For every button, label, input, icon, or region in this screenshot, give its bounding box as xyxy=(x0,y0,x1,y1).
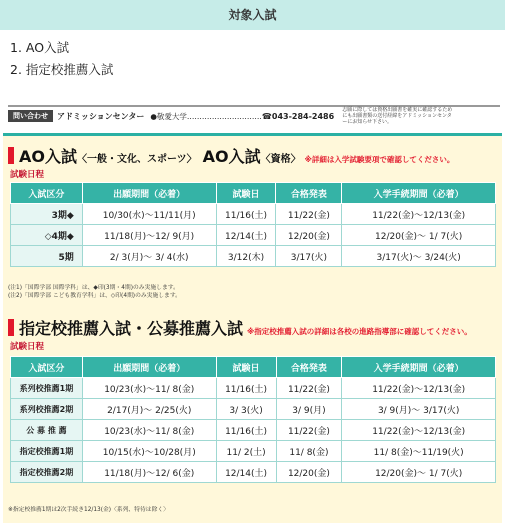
table-cell: 指定校推薦1期 xyxy=(11,441,83,462)
table-cell: 3/12(木) xyxy=(216,246,276,267)
table-cell: 12/20(金)〜 1/ 7(火) xyxy=(342,225,496,246)
recommendation-schedule-table xyxy=(10,356,496,483)
table-row xyxy=(11,204,496,225)
table-cell: 2/17(月)〜 2/25(火) xyxy=(82,399,216,420)
target-exam-item: 2. 指定校推薦入試 xyxy=(10,62,114,77)
table-row xyxy=(11,225,496,246)
table-row xyxy=(11,246,496,267)
table-cell: 10/30(水)〜11/11(月) xyxy=(82,204,216,225)
table-cell: 指定校推薦2期 xyxy=(11,462,83,483)
table-cell: 11/18(月)〜12/ 6(金) xyxy=(82,462,216,483)
contact-note: 志願に際しては資格出願書を確実に確認するためにも出願書類の送付経緯をアドミッションセンターにお知らせ下さい。 xyxy=(342,107,453,125)
table-cell: 12/14(土) xyxy=(216,462,276,483)
table-row xyxy=(11,378,496,399)
column-header: 試験日 xyxy=(216,357,276,378)
target-exam-item: 1. AO入試 xyxy=(10,40,70,55)
table-cell: 2/ 3(月)〜 3/ 4(水) xyxy=(82,246,216,267)
contact-bar xyxy=(8,105,500,125)
table-row xyxy=(11,441,496,462)
table-cell: 11/22(金) xyxy=(276,378,342,399)
table-cell: 系列校推薦1期 xyxy=(11,378,83,399)
column-header: 合格発表 xyxy=(276,183,342,204)
table-cell: 11/22(金)〜12/13(金) xyxy=(342,204,496,225)
recommendation-schedule-label: 試験日程 xyxy=(10,342,45,352)
table-cell: 11/ 8(金)〜11/19(火) xyxy=(342,441,496,462)
table-row xyxy=(11,420,496,441)
contact-badge: 問い合わせ xyxy=(8,110,53,122)
table-cell: 11/22(金) xyxy=(276,204,342,225)
table-cell: 3/17(火)〜 3/24(火) xyxy=(342,246,496,267)
table-cell: 3/ 3(火) xyxy=(216,399,276,420)
recommendation-notes xyxy=(8,506,169,514)
table-cell: 12/20(金) xyxy=(276,225,342,246)
column-header: 試験日 xyxy=(216,183,276,204)
ao-heading-paren-2: 〈資格〉 xyxy=(260,154,301,165)
table-header-row xyxy=(11,357,496,378)
table-cell: 11/16(土) xyxy=(216,420,276,441)
heading-marker xyxy=(8,319,14,336)
ao-schedule-label: 試験日程 xyxy=(10,170,45,180)
table-cell: ◇4期◆ xyxy=(11,225,83,246)
table-cell: 11/16(土) xyxy=(216,378,276,399)
contact-phone: ☎043-284-2486 xyxy=(261,111,335,121)
recommendation-heading xyxy=(8,316,472,339)
table-cell: 3期◆ xyxy=(11,204,83,225)
contact-university: ●敬愛大学………………………… xyxy=(150,111,262,121)
table-cell: 12/20(金) xyxy=(276,462,342,483)
table-cell: 11/22(金)〜12/13(金) xyxy=(342,378,496,399)
table-cell: 10/23(水)〜11/ 8(金) xyxy=(82,378,216,399)
ao-notes xyxy=(8,284,181,300)
note-line: (注1)「国際学部 国際学科」は、◆印(3期・4期)のみ実施します。 xyxy=(8,285,179,291)
table-cell: 公 募 推 薦 xyxy=(11,420,83,441)
table-cell: 11/ 8(金) xyxy=(276,441,342,462)
contact-org: アドミッションセンター xyxy=(57,111,145,121)
table-cell: 3/17(火) xyxy=(276,246,342,267)
table-cell: 11/22(金) xyxy=(276,420,342,441)
ao-heading-paren: 〈一般・文化、スポーツ〉 xyxy=(77,154,197,165)
ao-schedule-table xyxy=(10,182,496,267)
table-cell: 系列校推薦2期 xyxy=(11,399,83,420)
page-title: 対象入試 xyxy=(228,8,277,22)
ao-heading-title: AO入試 xyxy=(19,147,77,166)
table-cell: 12/14(土) xyxy=(216,225,276,246)
heading-marker xyxy=(8,147,14,164)
table-cell: 3/ 9(月)〜 3/17(火) xyxy=(342,399,496,420)
recommendation-warning: ※指定校推薦入試の詳細は各校の進路指導部に確認してください。 xyxy=(247,327,472,336)
column-header: 入学手続期間（必着） xyxy=(342,357,496,378)
column-header: 出願期間（必着） xyxy=(82,357,216,378)
note-line: ※指定校推薦1期は2次手続き12/13(金)〈系列、特待は除く〉 xyxy=(8,507,169,513)
table-cell: 11/16(土) xyxy=(216,204,276,225)
page-title-bar xyxy=(0,0,505,30)
table-cell: 12/20(金)〜 1/ 7(火) xyxy=(342,462,496,483)
table-cell: 11/18(月)〜12/ 9(月) xyxy=(82,225,216,246)
column-header: 出願期間（必着） xyxy=(82,183,216,204)
table-cell: 11/22(金)〜12/13(金) xyxy=(342,420,496,441)
column-header: 入試区分 xyxy=(11,357,83,378)
ao-warning: ※詳細は入学試験要項で確認してください。 xyxy=(304,155,455,164)
note-line: (注2)「国際学部 こども教育学科」は、◇印(4期)のみ実施します。 xyxy=(8,293,181,299)
column-header: 入試区分 xyxy=(11,183,83,204)
ao-heading-title-2: AO入試 xyxy=(202,147,261,166)
table-row xyxy=(11,399,496,420)
ao-heading xyxy=(8,144,454,167)
recommendation-heading-title: 指定校推薦入試・公募推薦入試 xyxy=(19,319,244,338)
column-header: 入学手続期間（必着） xyxy=(342,183,496,204)
table-cell: 5期 xyxy=(11,246,83,267)
column-header: 合格発表 xyxy=(276,357,342,378)
table-row xyxy=(11,462,496,483)
table-header-row xyxy=(11,183,496,204)
table-cell: 3/ 9(月) xyxy=(276,399,342,420)
table-cell: 11/ 2(土) xyxy=(216,441,276,462)
table-cell: 10/15(水)〜10/28(月) xyxy=(82,441,216,462)
target-exam-list xyxy=(10,38,113,82)
table-cell: 10/23(水)〜11/ 8(金) xyxy=(82,420,216,441)
